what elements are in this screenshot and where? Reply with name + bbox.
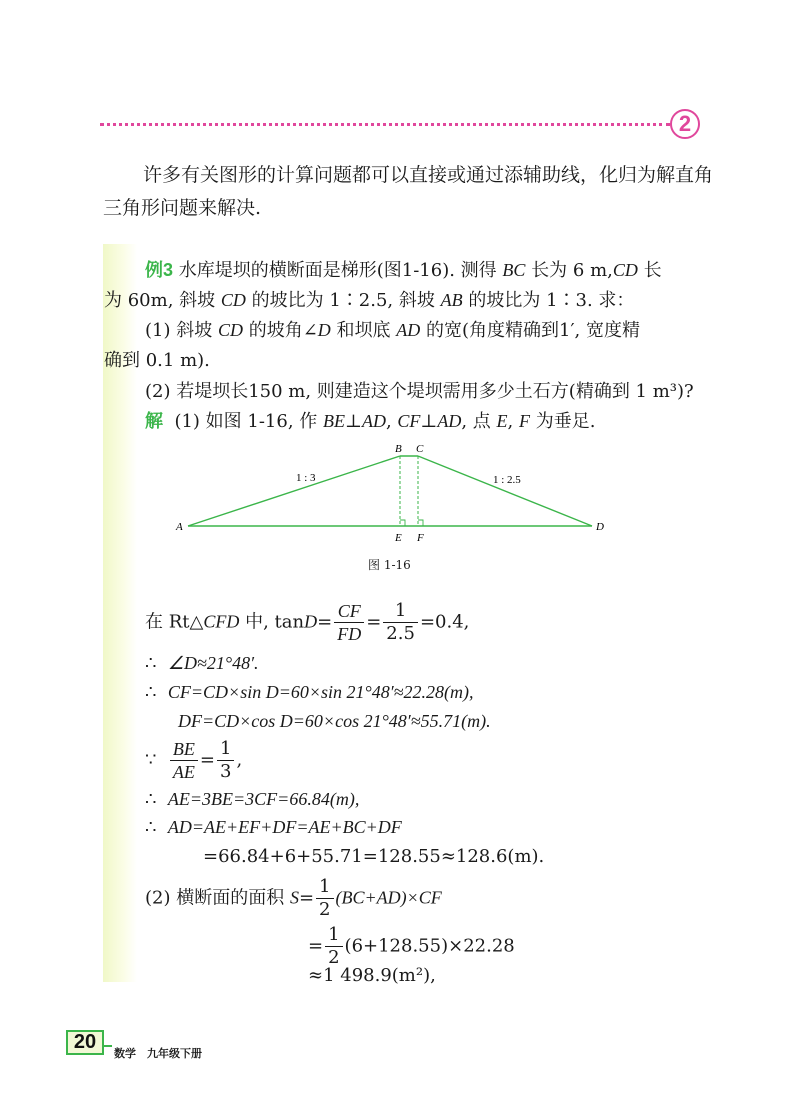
step-1: 在 Rt△CFD 中, tanD= $\frac{CF}{FD}$ = $\frac{1}{2.5}$ =0.4, [145,600,470,644]
solution-label: 解 [145,411,163,432]
question-1-line-1: (1) 斜坡 CD 的坡角∠D 和坝底 AD 的宽(角度精确到1′, 宽度精 [145,320,641,341]
footer-connector [104,1037,112,1047]
book-title: 数学 九年级下册 [114,1047,202,1060]
slope-cd [418,456,592,526]
step-11: ≈1 498.9(m²), [308,965,436,986]
label-b: B [395,443,402,455]
right-angle-f [418,520,423,526]
trapezoid-figure [170,438,630,548]
step-2: ∴ ∠D≈21°48′. [145,653,259,674]
ratio-right-label: 1 : 2.5 [493,474,521,486]
question-2: (2) 若堤坝长150 m, 则建造这个堤坝需用多少土石方(精确到 1 m³)? [145,381,694,402]
fraction-be-ae: $\frac{BE}{AE}$ [170,738,198,783]
label-c: C [416,443,424,455]
fraction-1-3: $\frac{1}{3}$ [217,738,234,783]
label-f: F [417,532,424,544]
intro-line-1: 许多有关图形的计算问题都可以直接或通过添辅助线，化归为解直角 [143,164,714,186]
label-d: D [596,521,604,533]
page-number: 20 [66,1030,104,1055]
step-10: = $\frac{1}{2}$ (6+128.55)×22.28 [308,924,515,968]
step-7: ∴ AD=AE+EF+DF=AE+BC+DF [145,817,402,838]
step-3: ∴ CF=CD×sin D=60×sin 21°48′≈22.28(m), [145,682,474,703]
step-4: DF=CD×cos D=60×cos 21°48′≈55.71(m). [178,711,491,731]
question-1-line-2: 确到 0.1 m). [104,350,210,371]
solution-line-1: 解 (1) 如图 1-16, 作 BE⊥AD, CF⊥AD, 点 E, F 为垂足. [145,411,596,432]
right-angle-e [400,520,405,526]
step-5: ∵ $\frac{BE}{AE}$ = $\frac{1}{3}$ , [145,738,243,782]
example-line-1: 例3 水库堤坝的横断面是梯形(图1-16). 测得 BC 长为 6 m,CD 长 [145,260,662,281]
example-line-2: 为 60m, 斜坡 CD 的坡比为 1∶2.5, 斜坡 AB 的坡比为 1∶3. 求： [104,290,635,311]
ratio-left-label: 1 : 3 [296,472,316,484]
section-number-badge: 2 [670,109,700,139]
step-6: ∴ AE=3BE=3CF=66.84(m), [145,789,360,810]
label-a: A [176,521,183,533]
step-8: =66.84+6+55.71=128.55≈128.6(m). [203,846,545,867]
figure-caption: 图 1-16 [368,558,411,572]
fraction-1-2-5: $\frac{1}{2.5}$ [383,600,418,645]
label-e: E [395,532,402,544]
fraction-half-2: $\frac{1}{2}$ [325,924,342,969]
step-9: (2) 横断面的面积 S= $\frac{1}{2}$ (BC+AD)×CF [145,876,442,920]
example-label: 例3 [145,260,174,280]
fraction-cf-fd: $\frac{CF}{FD}$ [334,600,364,645]
fraction-half-1: $\frac{1}{2}$ [316,876,333,921]
section-divider [100,123,670,126]
slope-ab [188,456,400,526]
intro-line-2: 三角形问题来解决. [103,197,262,219]
